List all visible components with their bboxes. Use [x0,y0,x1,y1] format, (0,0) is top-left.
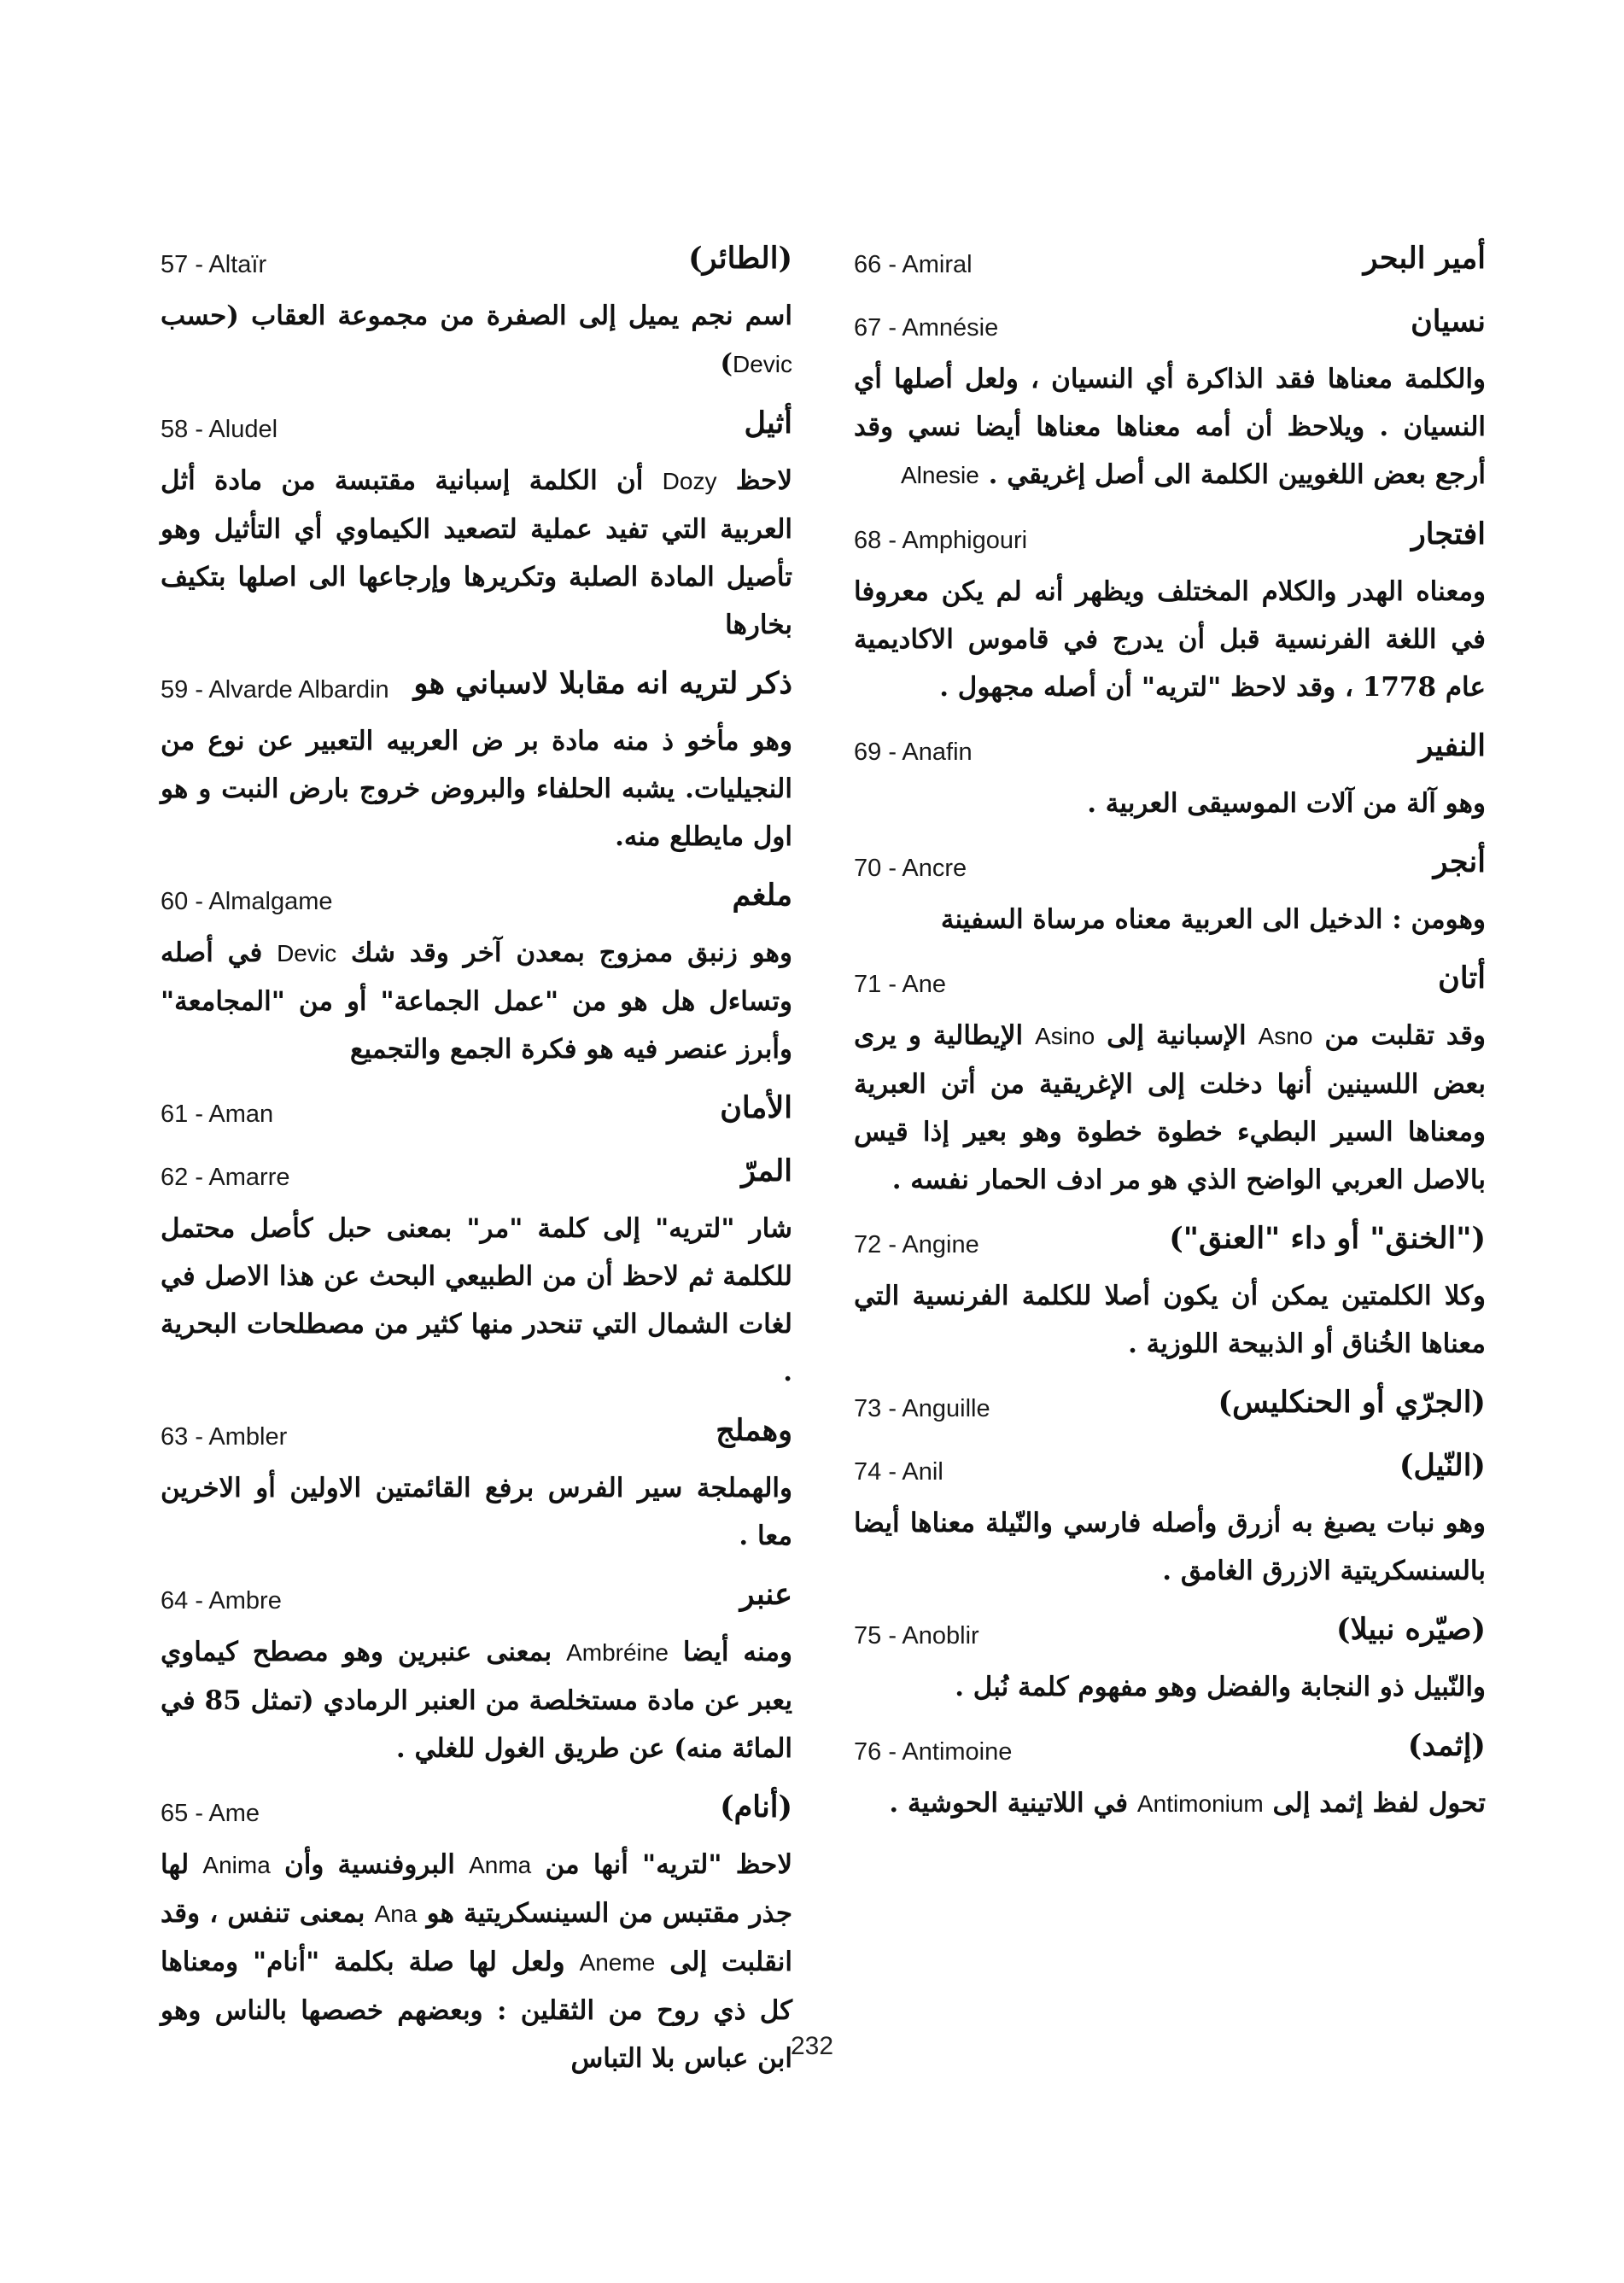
entry-heading [854,1726,1486,1779]
entry-text: وقد تقلبت من [1312,1020,1486,1051]
entry-text: والنّبيل ذو النجابة والفضل وهو مفهوم كلمة نُبل . [955,1672,1486,1702]
entry-heading [854,239,1486,292]
entry-text: وهو آلة من آلات الموسيقى العربية . [1087,788,1486,819]
entry-arabic-term: وهملج [716,1413,792,1448]
entry-text: ولعل لها صلة بكلمة "أنام" ومعناها كل ذي روح من الثقلين : وبعضهم خصصها بالناس وهو ابن عباس بلا التباس [161,1947,792,2074]
entry-body [161,457,792,664]
entry-arabic-term: (صيّره نبيلا) [1336,1612,1486,1647]
entry-number-term: 61 - Aman [161,1101,274,1128]
entry-text: لها جذر مقتبس من السينسكريتية هو [161,1849,792,1929]
entry-heading [854,1383,1486,1436]
entry-arabic-term: ملغم [732,878,792,913]
latin-term: Anima [202,1852,271,1878]
entry-number-term: 57 - Altaïr [161,251,267,278]
dictionary-entry [854,843,1486,959]
entry-arabic-term: نسيان [1411,304,1486,339]
entry-heading [161,1089,792,1142]
entry-body [161,292,792,404]
dictionary-entry [854,239,1486,292]
latin-term: Devic [277,940,337,966]
entry-body [854,568,1486,727]
latin-term: Alnesie [900,462,979,488]
entry-number-term: 60 - Almalgame [161,888,333,915]
dictionary-entry [161,1411,792,1575]
entry-body [161,717,792,876]
dictionary-entry [854,515,1486,727]
entry-heading [161,876,792,929]
dictionary-entry [854,302,1486,515]
entry-text: بمعنى عنبرين وهو مصطح كيماوي يعبر عن مادة مستخلصة من العنبر الرمادي (تمثل 85 في المائة منه) عن طريق الغول للغلي . [161,1637,793,1764]
dictionary-entry [854,1726,1486,1843]
page-number: 232 [790,2032,834,2060]
latin-term: Devic [732,351,792,377]
entry-arabic-term: (الطائر) [688,241,792,276]
entry-heading [854,843,1486,896]
left-column [161,239,792,2098]
dictionary-entry [161,1575,792,1788]
entry-text: أي النسيان . ويلاحظ أن أمه معناها معناها أيضا نسي وقد أرجع بعض اللغويين الكلمة الى أصل إغريقي . [854,364,1486,490]
dictionary-entry [161,876,792,1089]
entry-number-term: 68 - Amphigouri [854,527,1028,554]
entry-text: شار "لتريه" إلى كلمة "مر" بمعنى حبل كأصل محتمل للكلمة ثم لاحظ أن من الطبيعي البحث عن هذا الاصل في لغات الشمال التي تنحدر منها كثير من مصطلحات البحرية . [161,1213,792,1387]
entry-number-term: 71 - Ane [854,971,947,998]
entry-text: في اللاتينية الحوشية . [889,1788,1137,1819]
entry-number-term: 70 - Ancre [854,855,967,882]
entry-text: بمعنى تنفس ، وقد انقلبت إلى [161,1898,792,1977]
latin-term: Aneme [579,1949,656,1976]
entry-text: الإيطالية و يرى بعض اللسينين أنها دخلت إلى الإغريقية من أتن العبرية ومعناها السير البطيء خطوة خطوة وهو بعير إذا قيس بالاصل العربي الواضح الذي هو مر ادف الحمار نفسه . [854,1020,1486,1195]
entry-text: البروفنسية وأن [270,1849,470,1880]
entry-text: وهو نبات يصبغ به أزرق وأصله فارسي والنّيلة معناها أيضا بالسنسكريتية الازرق الغامق . [854,1508,1486,1586]
dictionary-entry [161,1152,792,1411]
dictionary-entry [161,1089,792,1142]
entry-heading [161,404,792,457]
dictionary-entry [854,1610,1486,1726]
entry-number-term: 69 - Anafin [854,739,973,766]
entry-body [161,929,792,1089]
entry-heading [161,1152,792,1205]
entry-text: وكلا الكلمتين يمكن أن يكون أصلا للكلمة الفرنسية التي معناها الخُناق أو الذبيحة اللوزية . [854,1281,1486,1359]
entry-text: والكلمة معناها فقد الذاكرة أي النسيان ، ولعل أصلها [881,364,1486,394]
entry-text: وهو مأخو ذ منه مادة بر ض العربيه التعبير عن نوع من النجيليات. يشبه الحلفاء والبروض خروج بارض النبت و هو اول مايطلع منه. [161,726,792,852]
entry-number-term: 67 - Amnésie [854,314,999,342]
latin-term: Asno [1258,1023,1313,1049]
latin-term: Ambréine [566,1639,669,1666]
entry-body [854,1012,1486,1219]
entry-heading [854,1446,1486,1499]
entry-body [161,1628,792,1788]
entry-body [854,1663,1486,1726]
entry-number-term: 59 - Alvarde Albardin [161,676,389,704]
entry-text: لاحظ [716,465,793,496]
entry-text: في أصله وتساءل هل هو من "عمل الجماعة" أو من "المجامعة" وأبرز عنصر فيه هو فكرة الجمع والتجميع [161,937,792,1065]
latin-term: Antimonium [1136,1790,1264,1817]
entry-arabic-term: أتان [1438,960,1486,996]
entry-heading [854,1610,1486,1663]
entry-number-term: 66 - Amiral [854,251,973,278]
dictionary-entry [854,959,1486,1219]
latin-term: Asino [1035,1023,1095,1049]
entry-heading [854,727,1486,779]
entry-arabic-term: (النّيل) [1399,1448,1486,1483]
latin-term: Ana [374,1901,418,1927]
entry-body [161,1464,792,1575]
entry-heading [854,515,1486,568]
entry-text: وهو زنبق ممزوج بمعدن آخر وقد شك [336,937,793,968]
entry-body [854,1779,1486,1843]
dictionary-entry [854,1383,1486,1436]
entry-body [854,1499,1486,1610]
entry-body [854,779,1486,843]
entry-arabic-term: النفير [1418,728,1486,763]
entry-heading [161,1788,792,1841]
entry-text: لاحظ "لتريه" أنها من [531,1849,792,1880]
entry-text: ومنه أيضا [668,1637,792,1667]
entry-arabic-term: (إثمد) [1407,1728,1486,1763]
entry-text: وهومن : الدخيل الى العربية معناه مرساة السفينة [940,904,1486,935]
entry-arabic-term: (الجرّي أو الحنكليس) [1218,1385,1486,1420]
dictionary-entry [854,1219,1486,1383]
entry-heading [161,239,792,292]
entry-arabic-term: الأمان [720,1090,792,1125]
entry-heading [854,959,1486,1012]
latin-term: Anma [469,1852,532,1878]
entry-text: تحول لفظ إثمد إلى [1263,1788,1486,1819]
entry-number-term: 63 - Ambler [161,1423,288,1451]
entry-arabic-term: عنبر [739,1577,792,1612]
entry-body [854,896,1486,959]
entry-number-term: 65 - Ame [161,1800,260,1827]
entry-heading [161,664,792,717]
entry-heading [161,1575,792,1628]
dictionary-entry [854,1446,1486,1610]
right-column [854,239,1486,1843]
entry-text: ) [720,348,733,379]
entry-arabic-term: (أنام) [720,1790,792,1825]
entry-number-term: 75 - Anoblir [854,1622,979,1649]
entry-number-term: 72 - Angine [854,1231,979,1258]
entry-arabic-term: أنجر [1433,844,1486,879]
entry-text: أن الكلمة إسبانية مقتبسة من مادة أثل العربية التي تفيد عملية لتصعيد الكيماوي أي التأثيل وهو تأصيل المادة الصلبة وتكريرها وإرجاعها الى اصلها بتكيف بخارها [161,465,792,640]
dictionary-entry [161,664,792,876]
entry-text: الإسبانية إلى [1095,1020,1259,1051]
entry-heading [854,1219,1486,1272]
dictionary-entry [161,239,792,404]
entry-text: ومعناه الهدر والكلام المختلف ويظهر أنه لم يكن معروفا في اللغة الفرنسية قبل أن يدرج في قاموس الاكاديمية عام 1778 ، وقد لاحظ "لتريه" أن أصله مجهول . [854,576,1486,703]
entry-text: اسم نجم يميل إلى الصفرة من مجموعة العقاب (حسب [161,301,792,331]
entry-number-term: 58 - Aludel [161,416,278,443]
entry-arabic-term: ذكر لتريه انه مقابلا لاسباني هو [413,666,792,701]
entry-heading [161,1411,792,1464]
entry-arabic-term: المرّ [741,1153,792,1188]
entry-number-term: 76 - Antimoine [854,1738,1013,1766]
entry-arabic-term: أمير البحر [1363,241,1486,276]
entry-text: والهملجة سير الفرس برفع القائمتين الاولين أو الاخرين معا . [161,1473,793,1551]
entry-arabic-term: ("الخنق" أو داء "العنق") [1169,1221,1486,1256]
entry-arabic-term: أثيل [744,406,792,441]
dictionary-entry [854,727,1486,843]
dictionary-entry [161,404,792,664]
entry-number-term: 64 - Ambre [161,1587,282,1614]
entry-body [854,1272,1486,1383]
entry-heading [854,302,1486,355]
entry-body [161,1205,792,1411]
entry-number-term: 74 - Anil [854,1458,943,1486]
entry-number-term: 62 - Amarre [161,1164,290,1191]
latin-term: Dozy [662,468,717,494]
entry-number-term: 73 - Anguille [854,1395,990,1422]
entry-arabic-term: افتجار [1411,517,1486,552]
entry-body [854,355,1486,515]
